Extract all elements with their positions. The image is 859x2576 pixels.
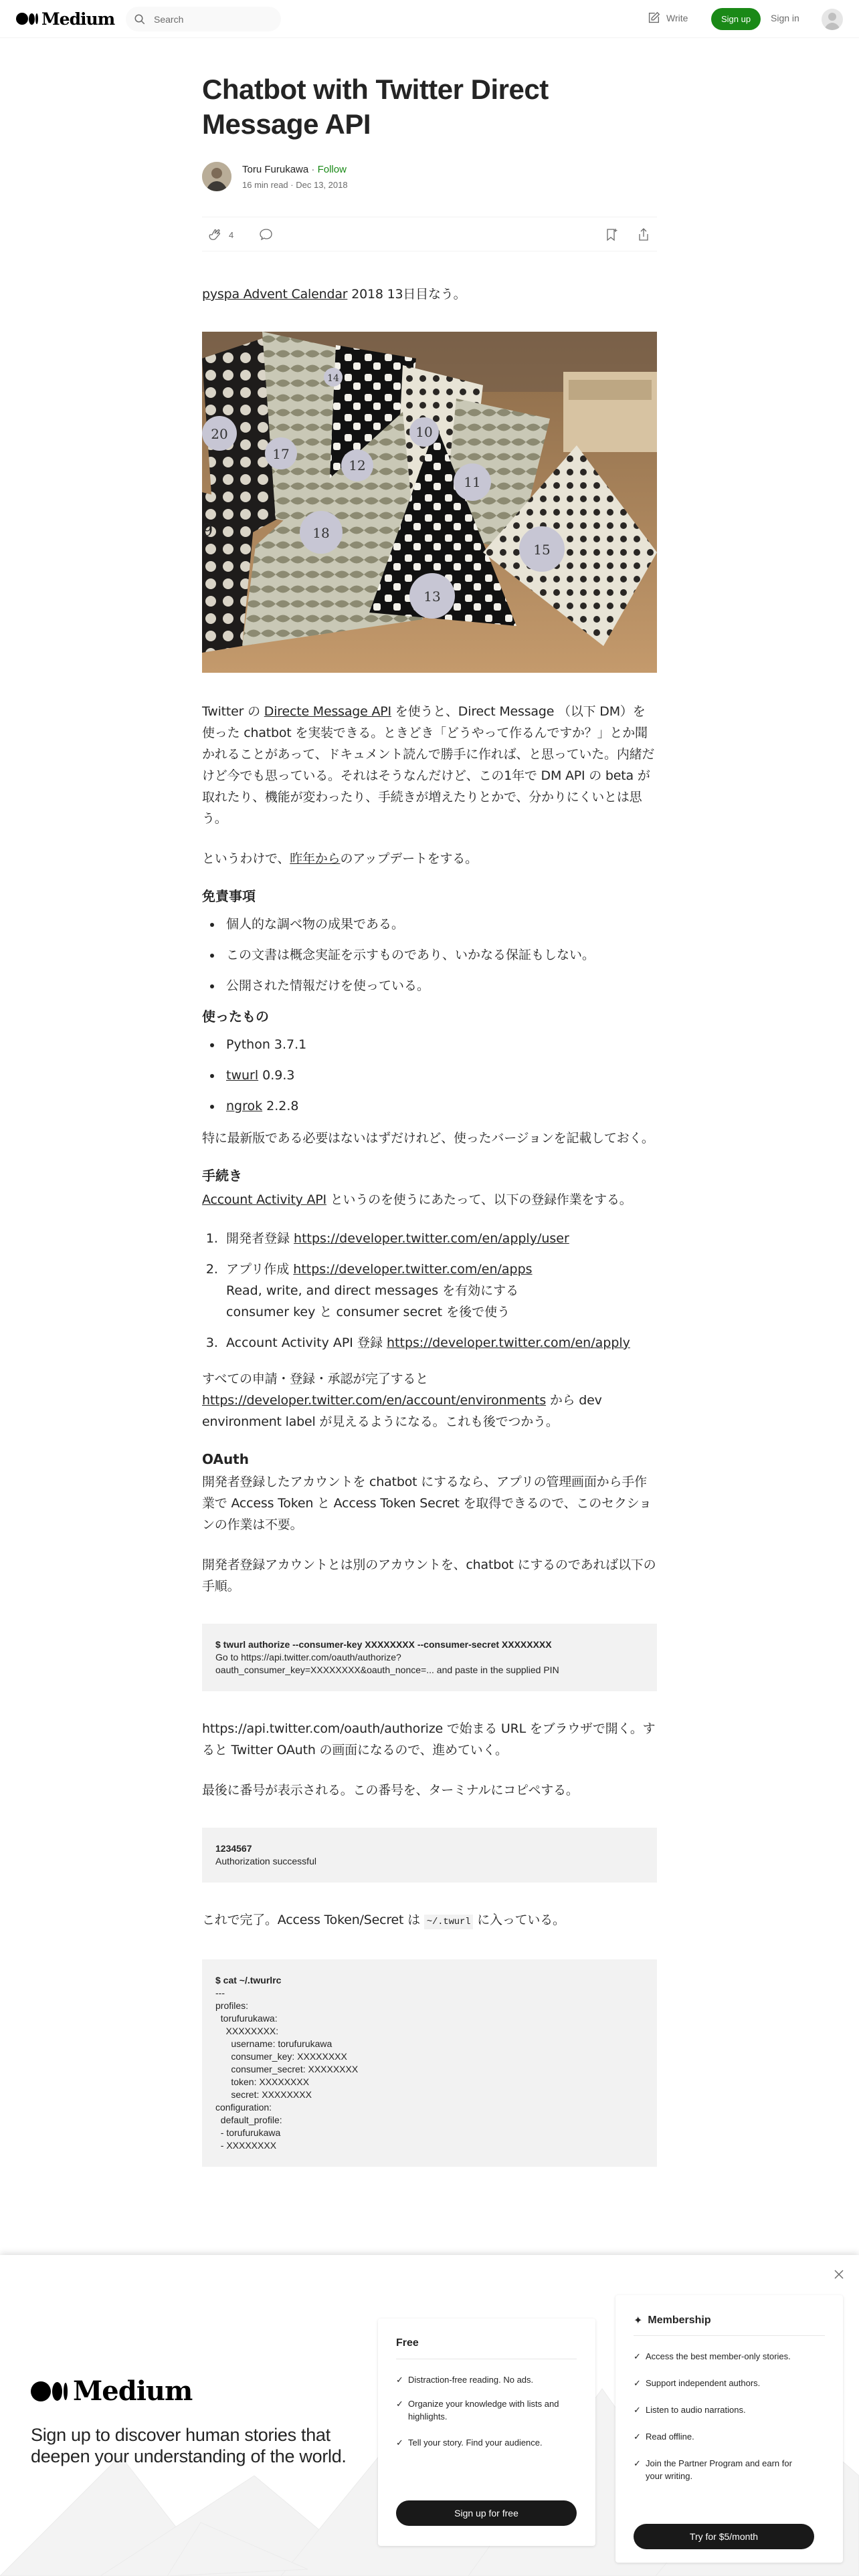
list-item: • この文書は概念実証を示すものであり、いかなる保証もしない。 [222, 944, 657, 966]
author-photo-icon [202, 162, 231, 191]
feature-item [634, 2430, 806, 2443]
advent-calendar-link[interactable]: pyspa Advent Calendar [202, 287, 348, 302]
paragraph-update [202, 848, 657, 869]
separator-dot: · [311, 164, 318, 175]
twurl-link[interactable]: twurl [226, 1068, 259, 1083]
membership-title-row [634, 2314, 711, 2327]
check-icon: ✓ [634, 2405, 641, 2415]
advent-calendar-photo [202, 332, 657, 673]
signup-button[interactable]: Sign up [711, 8, 761, 30]
intro-paragraph [202, 284, 657, 305]
list-item: • 公開された情報だけを使っている。 [222, 975, 657, 996]
share-button[interactable] [636, 227, 652, 246]
text: のアップデートをする。 [340, 851, 478, 866]
text: 開発者登録 [226, 1231, 294, 1246]
inline-code: ~/.twurl [424, 1915, 474, 1929]
paragraph-versions: 特に最新版である必要はないはずだけれど、使ったバージョンを記載しておく。 [202, 1131, 654, 1146]
tools-list [202, 1034, 657, 1117]
article-body [202, 284, 657, 2167]
code-output: --- profiles: torufurukawa: XXXXXXXX: username: torufurukawa consumer_key: XXXXXXXX consumer_secret: XXXXXXXX token: XXXXXXXX secret: XXXXXXXX configuration: default_profile: - torufurukawa - XXXXXXXX [215, 1988, 359, 2151]
clap-button[interactable] [207, 227, 233, 243]
medium-logo-icon [31, 2381, 68, 2401]
signin-link[interactable]: Sign in [771, 13, 799, 23]
write-label: Write [666, 13, 688, 23]
membership-button[interactable]: Try for $5/month [634, 2524, 814, 2549]
feature-item [396, 2397, 569, 2423]
avatar-placeholder-icon [822, 9, 843, 30]
paragraph-dm-api [202, 701, 657, 829]
text: 2.2.8 [262, 1099, 299, 1113]
text: 0.9.3 [258, 1068, 295, 1083]
list-item [222, 1259, 657, 1323]
check-icon: ✓ [634, 2351, 641, 2361]
feature-item [396, 2373, 569, 2386]
share-icon [636, 227, 652, 243]
list-item [222, 1095, 657, 1117]
apply-user-link[interactable]: https://developer.twitter.com/en/apply/user [294, 1231, 569, 1246]
close-button[interactable] [832, 2267, 846, 2282]
code-command: $ cat ~/.twurlrc [215, 1975, 282, 1985]
list-item: • 個人的な調べ物の成果である。 [222, 914, 657, 935]
close-icon [832, 2267, 846, 2282]
divider [634, 2335, 825, 2336]
paragraph-oauth-1: 開発者登録したアカウントを chatbot にするなら、アプリの管理画面から手作業で Access Token と Access Token Secret を取得できるので、このセクションの作業は不要。 [202, 1475, 652, 1532]
search-box[interactable] [126, 7, 281, 31]
write-icon [646, 11, 661, 25]
article-title: Chatbot with Twitter Direct Message API [202, 74, 549, 140]
code-output: Go to https://api.twitter.com/oauth/authorize? oauth_consumer_key=XXXXXXXX&oauth_nonce=... and paste in the supplied PIN [215, 1652, 559, 1675]
feature-text: Access the best member-only stories. [646, 2351, 791, 2361]
list-item [222, 1332, 657, 1354]
account-activity-api-link[interactable]: Account Activity API [202, 1192, 326, 1207]
top-navigation [0, 0, 859, 38]
search-icon [134, 13, 146, 25]
comment-icon [258, 227, 274, 243]
intro-text: 2018 13日目なう。 [347, 287, 466, 302]
free-plan-card [378, 2319, 595, 2546]
membership-title: Membership [648, 2315, 711, 2326]
check-icon: ✓ [396, 2438, 403, 2448]
signup-overlay [0, 2255, 859, 2576]
article-meta [242, 180, 348, 190]
text: consumer key と consumer secret を後で使う [226, 1305, 510, 1319]
feature-text: Support independent authors. [646, 2378, 761, 2388]
text: Read, write, and direct messages を有効にする [226, 1283, 519, 1298]
byline [202, 162, 657, 195]
check-icon: ✓ [396, 2399, 403, 2409]
heading-steps: 手続き [202, 1168, 242, 1184]
logo-text: Medium [41, 9, 115, 29]
paragraph-done [202, 1909, 657, 1933]
feature-item [396, 2436, 569, 2449]
list-item [222, 1228, 657, 1249]
feature-text: Tell your story. Find your audience. [408, 2438, 543, 2448]
search-input[interactable] [154, 14, 261, 25]
ngrok-link[interactable]: ngrok [226, 1099, 263, 1113]
medium-logo[interactable] [16, 9, 114, 29]
text: これで完了。Access Token/Secret は [202, 1913, 424, 1927]
medium-logo-icon [16, 13, 38, 25]
clap-icon [207, 227, 223, 243]
overlay-logo [31, 2375, 192, 2407]
check-icon: ✓ [396, 2375, 403, 2385]
check-icon: ✓ [634, 2458, 641, 2468]
calendar-number: 11 [464, 474, 481, 490]
text: というのを使うにあたって、以下の登録作業をする。 [326, 1192, 632, 1207]
calendar-number: 17 [272, 446, 290, 462]
author-line [242, 164, 347, 175]
paragraph-environment [202, 1368, 657, 1432]
author-avatar[interactable] [202, 162, 231, 191]
calendar-number: 10 [415, 424, 433, 440]
text: Account Activity API 登録 [226, 1335, 387, 1350]
text: から dev environment label が見えるようになる。これも後でつかう。 [202, 1393, 602, 1429]
text: を使うと、Direct Message （以下 DM）を使った chatbot を実装できる。ときどき「どうやって作るんですか？」とか聞かれることがあって、ドキュメント読んで勝手に作れば、と思っていた。内緒だけど今でも思っている。それはそうなんだけど、この1年で DM API の beta が取れたり、機能が変わったり、手続きが増えたりとかで、分かりにくいとは思う。 [202, 704, 655, 826]
signup-free-button[interactable]: Sign up for free [396, 2500, 577, 2526]
calendar-number: 15 [533, 542, 551, 558]
free-plan-title: Free [396, 2337, 419, 2349]
calendar-number: 13 [423, 588, 441, 605]
feature-item [634, 2350, 806, 2363]
bookmark-button[interactable] [603, 227, 619, 246]
code-block-pin [202, 1828, 657, 1883]
calendar-number: 14 [327, 373, 339, 384]
heading-oauth: OAuth [202, 1451, 249, 1467]
last-year-link[interactable]: 昨年から [290, 851, 341, 866]
responses-button[interactable] [258, 227, 274, 246]
author-name[interactable]: Toru Furukawa [242, 164, 309, 175]
code-output: Authorization successful [215, 1856, 316, 1866]
list-item [222, 1065, 657, 1086]
hero-image [202, 332, 657, 673]
paragraph-open-url: https://api.twitter.com/oauth/authorize で始まる URL をブラウザで開く。すると Twitter OAuth の画面になるので、進めていく。 [202, 1721, 656, 1757]
text: に入っている。 [473, 1913, 565, 1927]
paragraph-oauth-2: 開発者登録アカウントとは別のアカウントを、chatbot にするのであれば以下の手順。 [202, 1558, 656, 1594]
calendar-number: 9 [202, 520, 213, 540]
feature-text: Listen to audio narrations. [646, 2405, 746, 2415]
read-time: 16 min read [242, 180, 288, 190]
publish-date: Dec 13, 2018 [296, 180, 348, 190]
text: というわけで、 [202, 851, 290, 866]
code-command: 1234567 [215, 1843, 252, 1854]
heading-tools: 使ったもの [202, 1008, 269, 1025]
text: Twitter の [202, 704, 264, 719]
check-icon: ✓ [634, 2378, 641, 2388]
bookmark-icon [603, 227, 619, 243]
overlay-tagline: Sign up to discover human stories that deepen your understanding of the world. [31, 2425, 347, 2466]
calendar-number: 18 [312, 525, 330, 541]
user-avatar[interactable] [822, 9, 843, 30]
clap-count: 4 [229, 229, 234, 240]
calendar-number: 12 [349, 457, 366, 473]
logo-text: Medium [73, 2375, 193, 2407]
disclaimer-list [202, 914, 657, 996]
feature-text: Join the Partner Program and earn for your writing. [646, 2458, 792, 2481]
feature-item [634, 2377, 806, 2389]
text: すべての申請・登録・承認が完了すると [202, 1372, 429, 1386]
code-command: $ twurl authorize --consumer-key XXXXXXXX --consumer-secret XXXXXXXX [215, 1639, 552, 1650]
apply-link[interactable]: https://developer.twitter.com/en/apply [387, 1335, 630, 1350]
check-icon: ✓ [634, 2432, 641, 2442]
code-block-authorize [202, 1624, 657, 1691]
separator-dot: · [290, 180, 296, 190]
write-button[interactable] [646, 11, 688, 25]
feature-text: Read offline. [646, 2432, 694, 2442]
paragraph-steps-intro [202, 1189, 657, 1210]
feature-item [634, 2403, 806, 2416]
sparkle-icon: ✦ [634, 2315, 643, 2327]
code-block-twurlrc [202, 1959, 657, 2167]
article [202, 72, 657, 2151]
text: アプリ作成 [226, 1262, 294, 1277]
calendar-number: 20 [211, 426, 228, 442]
follow-button[interactable]: Follow [317, 164, 347, 175]
steps-list [202, 1228, 657, 1354]
list-item: • Python 3.7.1 [222, 1034, 657, 1055]
heading-disclaimer: 免責事項 [202, 888, 256, 904]
membership-card [615, 2295, 843, 2563]
feature-item [634, 2457, 806, 2482]
apps-link[interactable]: https://developer.twitter.com/en/apps [293, 1262, 533, 1277]
action-bar [202, 217, 657, 251]
feature-text: Organize your knowledge with lists and highlights. [408, 2399, 559, 2422]
paragraph-pin: 最後に番号が表示される。この番号を、ターミナルにコピペする。 [202, 1783, 579, 1798]
environments-link[interactable]: https://developer.twitter.com/en/account/environments [202, 1393, 547, 1408]
feature-text: Distraction-free reading. No ads. [408, 2375, 534, 2385]
dm-api-link[interactable]: Directe Message API [264, 704, 391, 719]
